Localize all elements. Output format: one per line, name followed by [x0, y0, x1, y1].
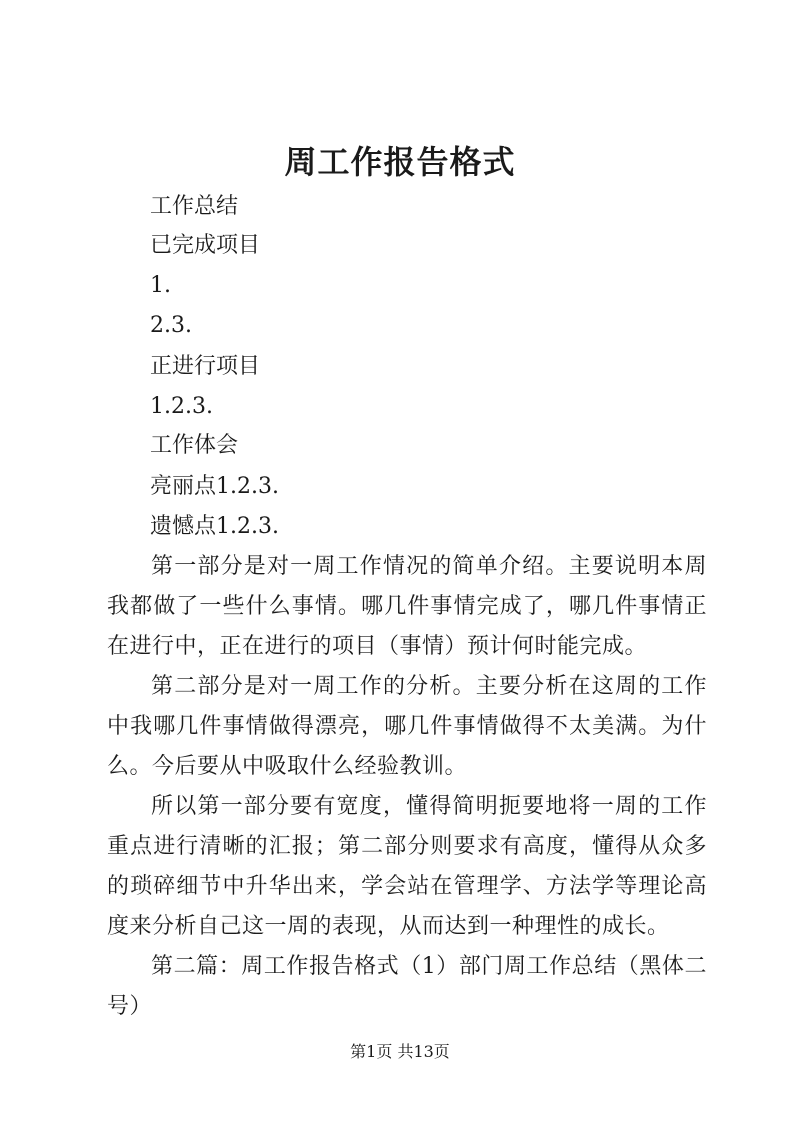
section-heading-work-summary: 工作总结: [150, 194, 239, 219]
document-title: 周工作报告格式: [284, 143, 516, 181]
subheading-completed-items: 已完成项目: [150, 233, 261, 258]
paragraph: 第二部分是对一周工作的分析。主要分析在这周的工作中我哪几件事情做得漂亮，哪几件事情做得不太美满。为什么。今后要从中吸取什么经验教训。: [107, 674, 707, 779]
subheading-ongoing-items: 正进行项目: [150, 354, 261, 379]
paragraph: 所以第一部分要有宽度，懂得简明扼要地将一周的工作重点进行清晰的汇报；第二部分则要求有高度，懂得从众多的琐碎细节中升华出来，学会站在管理学、方法学等理论高度来分析自己这一周的表现，从而达到一种理性的成长。: [107, 794, 707, 939]
list-item-highlights: 亮丽点1.2.3.: [150, 474, 279, 499]
paragraph: 第一部分是对一周工作情况的简单介绍。主要说明本周我都做了一些什么事情。哪几件事情完成了，哪几件事情正在进行中，正在进行的项目（事情）预计何时能完成。: [107, 554, 707, 659]
page-footer: 第1页 共13页: [350, 1042, 450, 1061]
section-heading-work-experience: 工作体会: [150, 433, 239, 458]
list-item-regrets: 遗憾点1.2.3.: [150, 514, 279, 539]
list-item: 2.3.: [150, 313, 192, 338]
paragraph: 第二篇：周工作报告格式（1）部门周工作总结（黑体二号）: [107, 954, 707, 1019]
list-item: 1.: [150, 273, 171, 298]
list-item: 1.2.3.: [150, 394, 213, 419]
